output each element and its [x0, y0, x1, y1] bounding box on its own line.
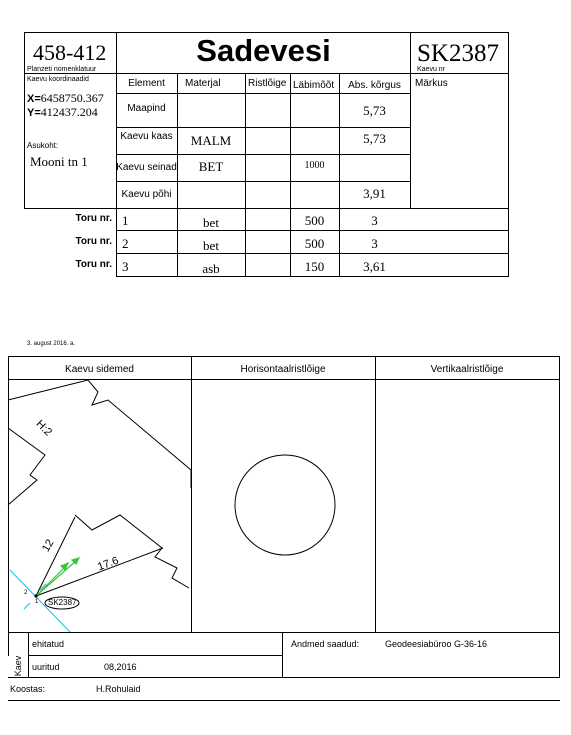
data-from-label: Andmed saadud: [291, 639, 360, 649]
pipe-3-nr: 3 [122, 259, 129, 274]
pipe-label-2: Toru nr. [75, 236, 112, 247]
pipe-2-nr: 2 [122, 236, 129, 251]
pipe-1-nr: 1 [122, 213, 129, 228]
element-bottom: Kaevu põhi [121, 189, 172, 200]
header-element: Element [128, 78, 165, 89]
well-tag-label: SK2387 [48, 598, 77, 607]
y-label: Y= [27, 107, 41, 119]
height-lid: 5,73 [363, 131, 386, 146]
element-lid: Kaevu kaas [120, 131, 173, 142]
distance-label-12: 12 [40, 537, 57, 554]
author-value: H.Rohulaid [96, 684, 141, 694]
heading-vertical: Vertikaalristlõige [430, 364, 504, 375]
built-label: ehitatud [32, 639, 65, 649]
pipe-1-height: 3 [371, 213, 378, 228]
horizontal-section-circle [235, 455, 335, 555]
cyan-marker-1 [24, 603, 30, 609]
measure-line-12 [36, 517, 75, 596]
x-value: 6458750.367 [40, 91, 104, 105]
pipe-1-diameter: 500 [304, 213, 325, 228]
house-label: H:2 [33, 418, 55, 439]
arrow-line-2 [36, 561, 76, 596]
element-ground: Maapind [127, 103, 166, 114]
header-diameter: Läbimõõt [293, 80, 335, 91]
point-label-1: 1 [35, 599, 39, 605]
y-value: 412437.204 [40, 105, 98, 119]
pipe-3-height: 3,61 [363, 259, 386, 274]
well-number: SK2387 [417, 40, 499, 67]
sheet-number: 458-412 [33, 40, 107, 65]
pipe-label-1: Toru nr. [75, 213, 112, 224]
surveyed-date: 08,2016 [104, 662, 137, 672]
building-outline-left [8, 428, 45, 505]
material-lid: MALM [190, 133, 232, 148]
heading-horizontal: Horisontaalristlõige [240, 364, 326, 375]
well-point [34, 594, 37, 597]
header-height: Abs. kõrgus [348, 80, 401, 91]
page-title: Sadevesi [196, 33, 331, 68]
pipe-label-3: Toru nr. [75, 259, 112, 270]
distance-label-17-6: 17.6 [96, 554, 121, 574]
building-outline-lower [75, 515, 189, 588]
header-notes: Märkus [415, 78, 448, 89]
well-caption: Kaevu nr [417, 66, 446, 73]
heading-connections: Kaevu sidemed [65, 364, 134, 375]
location-label: Asukoht: [27, 141, 59, 150]
document-date: 3. august 2016. a. [27, 341, 76, 347]
height-bottom: 3,91 [363, 186, 386, 201]
pipe-2-height: 3 [371, 236, 378, 251]
data-from-value: Geodeesiabüroo G-36-16 [385, 639, 488, 649]
location-value: Mooni tn 1 [30, 154, 88, 169]
side-label: Kaev [13, 655, 23, 677]
building-outline-upper [8, 380, 191, 488]
header-section: Ristlõige [248, 78, 287, 89]
pipe-2-material: bet [203, 238, 219, 253]
pipe-3-material: asb [202, 261, 220, 276]
point-label-2: 2 [24, 590, 28, 596]
sheet-caption: Planzeti nomenklatuur [27, 66, 97, 73]
height-ground: 5,73 [363, 103, 386, 118]
author-label: Koostas: [10, 684, 46, 694]
diameter-walls: 1000 [304, 160, 325, 171]
pipe-2-diameter: 500 [304, 236, 325, 251]
coords-caption: Kaevu koordinaadid [27, 76, 89, 83]
element-walls: Kaevu seinad [116, 162, 177, 173]
material-walls: BET [198, 159, 224, 174]
header-material: Materjal [185, 78, 221, 89]
x-label: X= [27, 93, 41, 105]
pipe-1-material: bet [203, 215, 219, 230]
pipe-3-diameter: 150 [304, 259, 325, 274]
surveyed-label: uuritud [32, 662, 60, 672]
